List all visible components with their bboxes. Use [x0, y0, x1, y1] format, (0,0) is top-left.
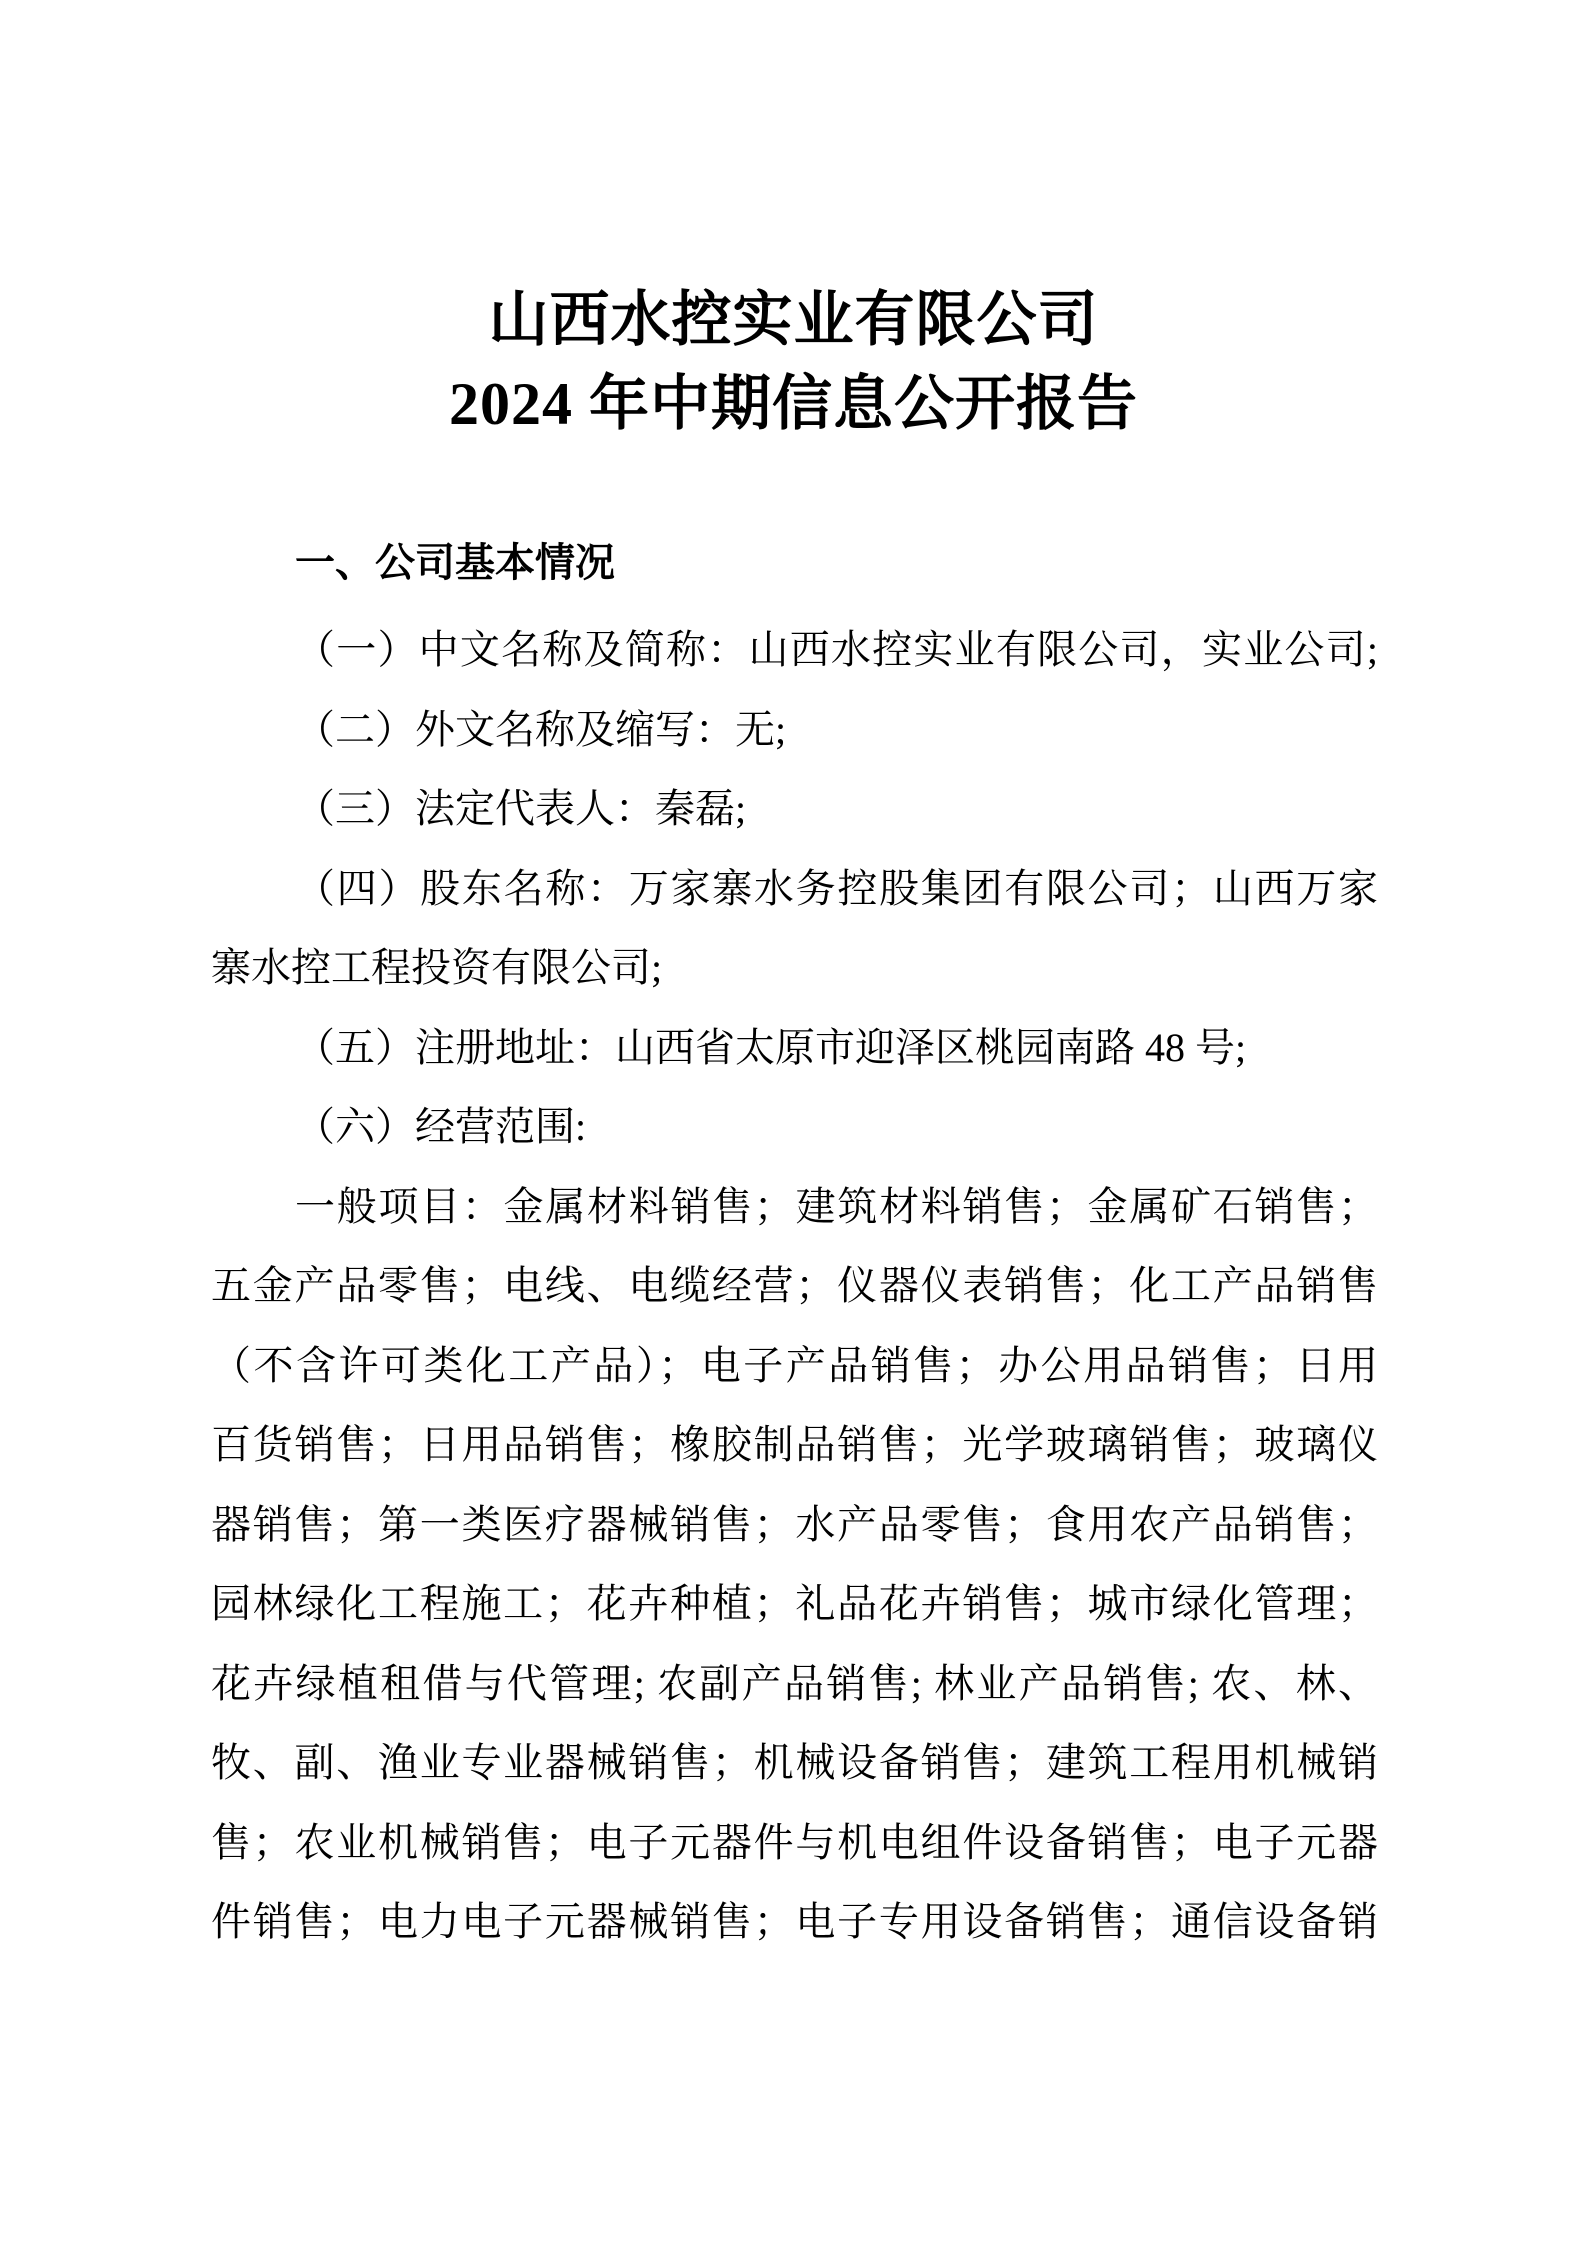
paragraph-line: 五金产品零售；电线、电缆经营；仪器仪表销售；化工产品销售 [211, 1263, 1378, 1308]
paragraph-line: 售；农业机械销售；电子元器件与机电组件设备销售；电子元器 [211, 1819, 1378, 1865]
document-title [0, 278, 1587, 446]
paragraph-line: （二）外文名称及缩写：无; [295, 706, 787, 752]
paragraph-line: （六）经营范围: [295, 1104, 587, 1149]
paragraph-line: （三）法定代表人：秦磊; [295, 786, 747, 831]
paragraph-line: 一般项目：金属材料销售；建筑材料销售；金属矿石销售； [295, 1183, 1378, 1229]
document-body [211, 610, 1378, 1962]
paragraph-line: 百货销售；日用品销售；橡胶制品销售；光学玻璃销售；玻璃仪 [211, 1422, 1378, 1467]
paragraph-line: （一）中文名称及简称：山西水控实业有限公司，实业公司; [295, 627, 1378, 672]
paragraph-line: （不含许可类化工产品）；电子产品销售；办公用品销售；日用 [211, 1342, 1378, 1388]
paragraph-line: 花卉绿植租借与代管理; 农副产品销售; 林业产品销售; 农、林、 [211, 1660, 1378, 1706]
paragraph-line: （五）注册地址：山西省太原市迎泽区桃园南路 48 号; [295, 1024, 1247, 1070]
section-heading: 一、公司基本情况 [295, 541, 615, 585]
paragraph-line: 寨水控工程投资有限公司; [211, 945, 663, 990]
paragraph-line: 器销售；第一类医疗器械销售；水产品零售；食用农产品销售； [211, 1501, 1378, 1547]
paragraph-line: 牧、副、渔业专业器械销售；机械设备销售；建筑工程用机械销 [211, 1740, 1378, 1785]
paragraph-line: （四）股东名称：万家寨水务控股集团有限公司；山西万家 [295, 865, 1378, 911]
document-title-line-2: 2024 年中期信息公开报告 [449, 371, 1138, 437]
paragraph-line: 园林绿化工程施工；花卉种植；礼品花卉销售；城市绿化管理； [211, 1581, 1378, 1626]
paragraph-line: 件销售；电力电子元器械销售；电子专用设备销售；通信设备销 [211, 1899, 1378, 1944]
document-title-line-1: 山西水控实业有限公司 [488, 287, 1099, 353]
